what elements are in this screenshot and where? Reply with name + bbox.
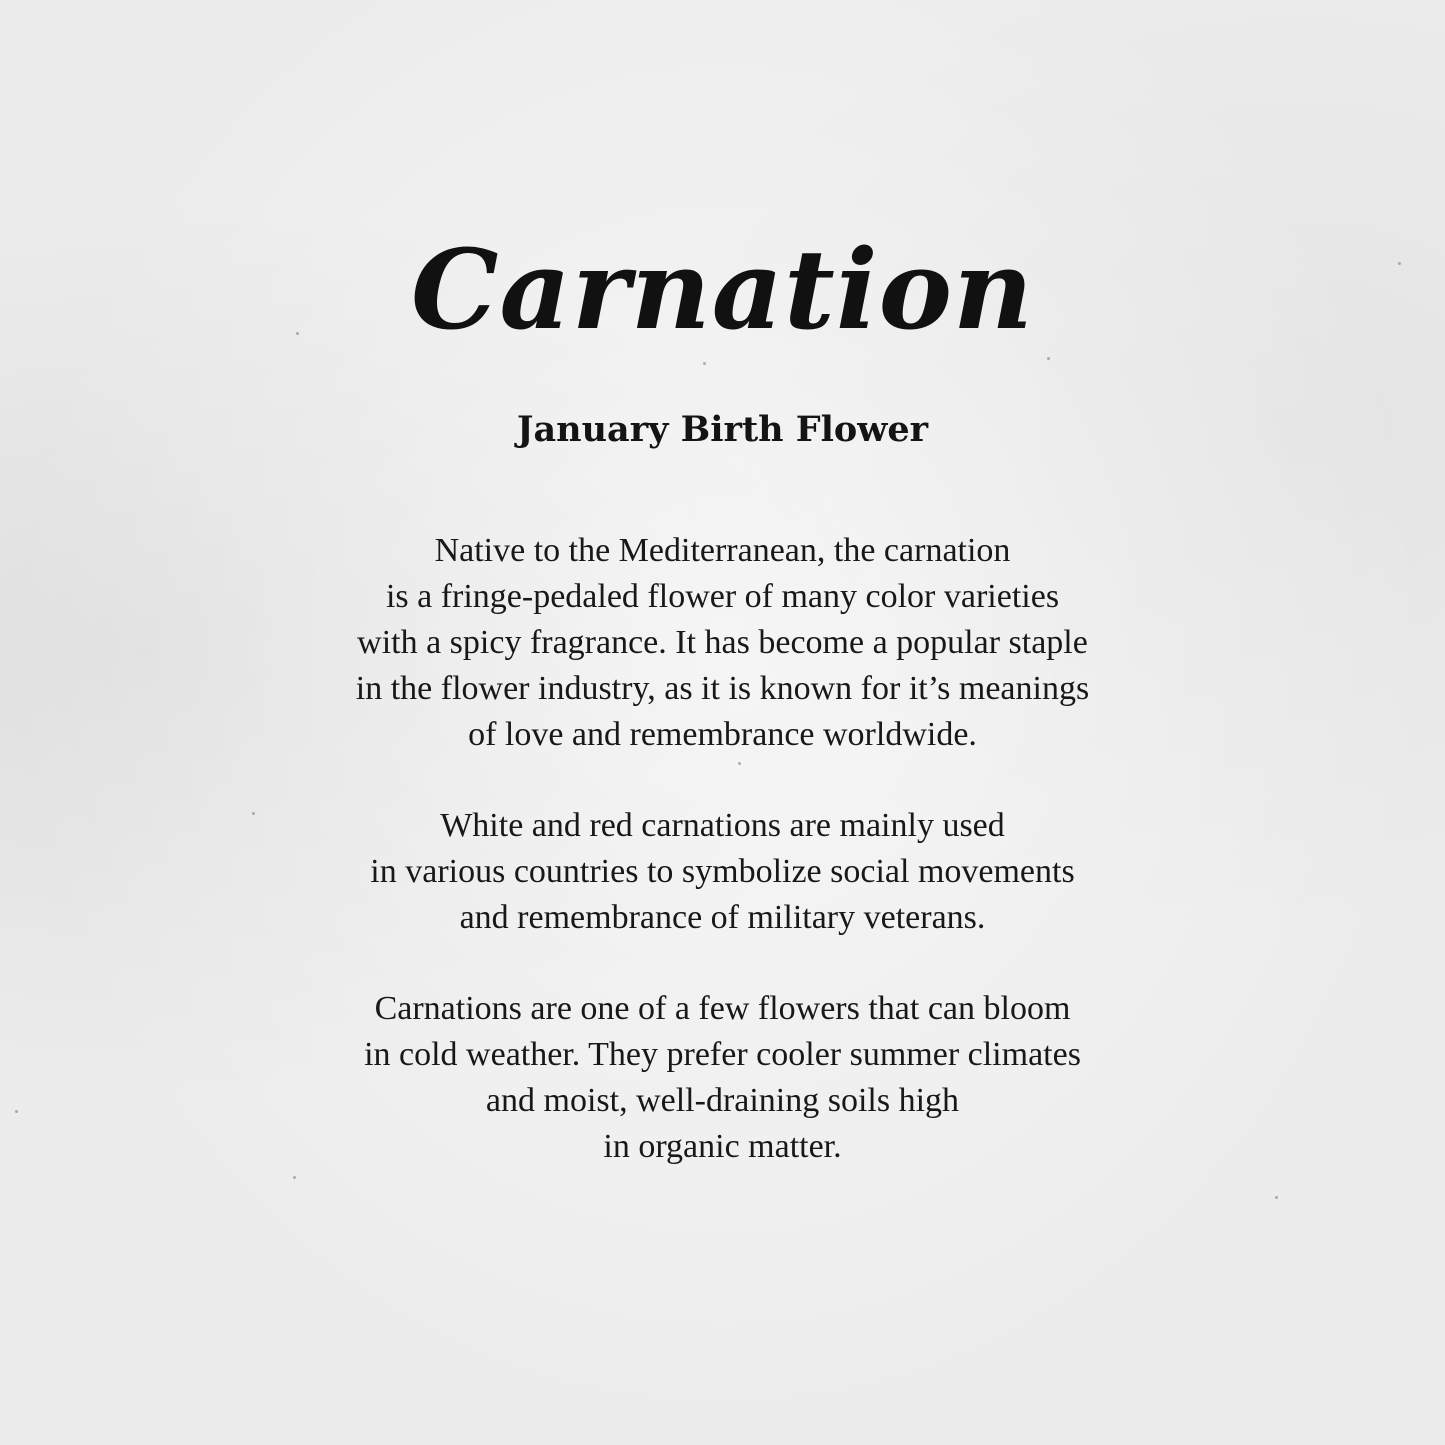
paragraph-line: in cold weather. They prefer cooler summer climates	[364, 1036, 1081, 1073]
paper-speck	[293, 1176, 296, 1179]
paragraph-symbolism	[0, 803, 1445, 941]
page-title: Carnation	[411, 225, 1034, 354]
paragraph-line: in the flower industry, as it is known for it’s meanings	[355, 670, 1090, 707]
paragraph-line: and remembrance of military veterans.	[459, 899, 986, 936]
paragraph-line: Carnations are one of a few flowers that can bloom	[374, 990, 1071, 1027]
paragraph-line: in organic matter.	[603, 1128, 842, 1165]
paragraph-line: of love and remembrance worldwide.	[468, 716, 977, 753]
paper-speck	[738, 762, 741, 765]
paper-speck	[1275, 1196, 1278, 1199]
paragraph-line: White and red carnations are mainly used	[440, 807, 1005, 844]
page-subtitle: January Birth Flower	[516, 409, 929, 450]
paragraph-line: and moist, well-draining soils high	[485, 1082, 960, 1119]
paragraph-line: is a fringe-pedaled flower of many color varieties	[385, 578, 1060, 615]
paragraph-origin	[0, 528, 1445, 758]
paragraph-growing	[0, 986, 1445, 1170]
paragraph-line: with a spicy fragrance. It has become a popular staple	[357, 624, 1088, 661]
paragraph-line: in various countries to symbolize social movements	[370, 853, 1075, 890]
paragraph-line: Native to the Mediterranean, the carnation	[434, 532, 1011, 569]
